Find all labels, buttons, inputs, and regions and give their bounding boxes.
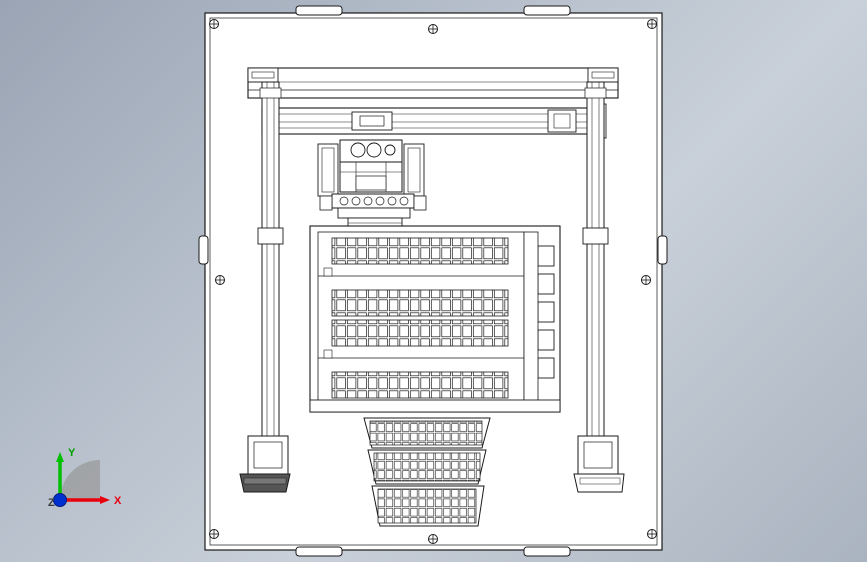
x-axis-arrow	[100, 496, 110, 504]
x-axis-label: X	[114, 495, 122, 507]
output-tray-stack	[364, 418, 490, 526]
y-axis-label: Y	[68, 447, 76, 459]
component-tray-large	[310, 226, 560, 412]
triad-arc	[60, 460, 100, 500]
z-axis-origin	[54, 494, 67, 507]
z-axis-label: Z	[48, 497, 55, 509]
tray-side-ports	[538, 246, 554, 378]
y-axis-arrow	[56, 452, 64, 462]
gantry-top-rail	[248, 68, 618, 98]
orientation-triad[interactable]	[40, 430, 130, 520]
gantry-cross-beam	[262, 104, 606, 138]
